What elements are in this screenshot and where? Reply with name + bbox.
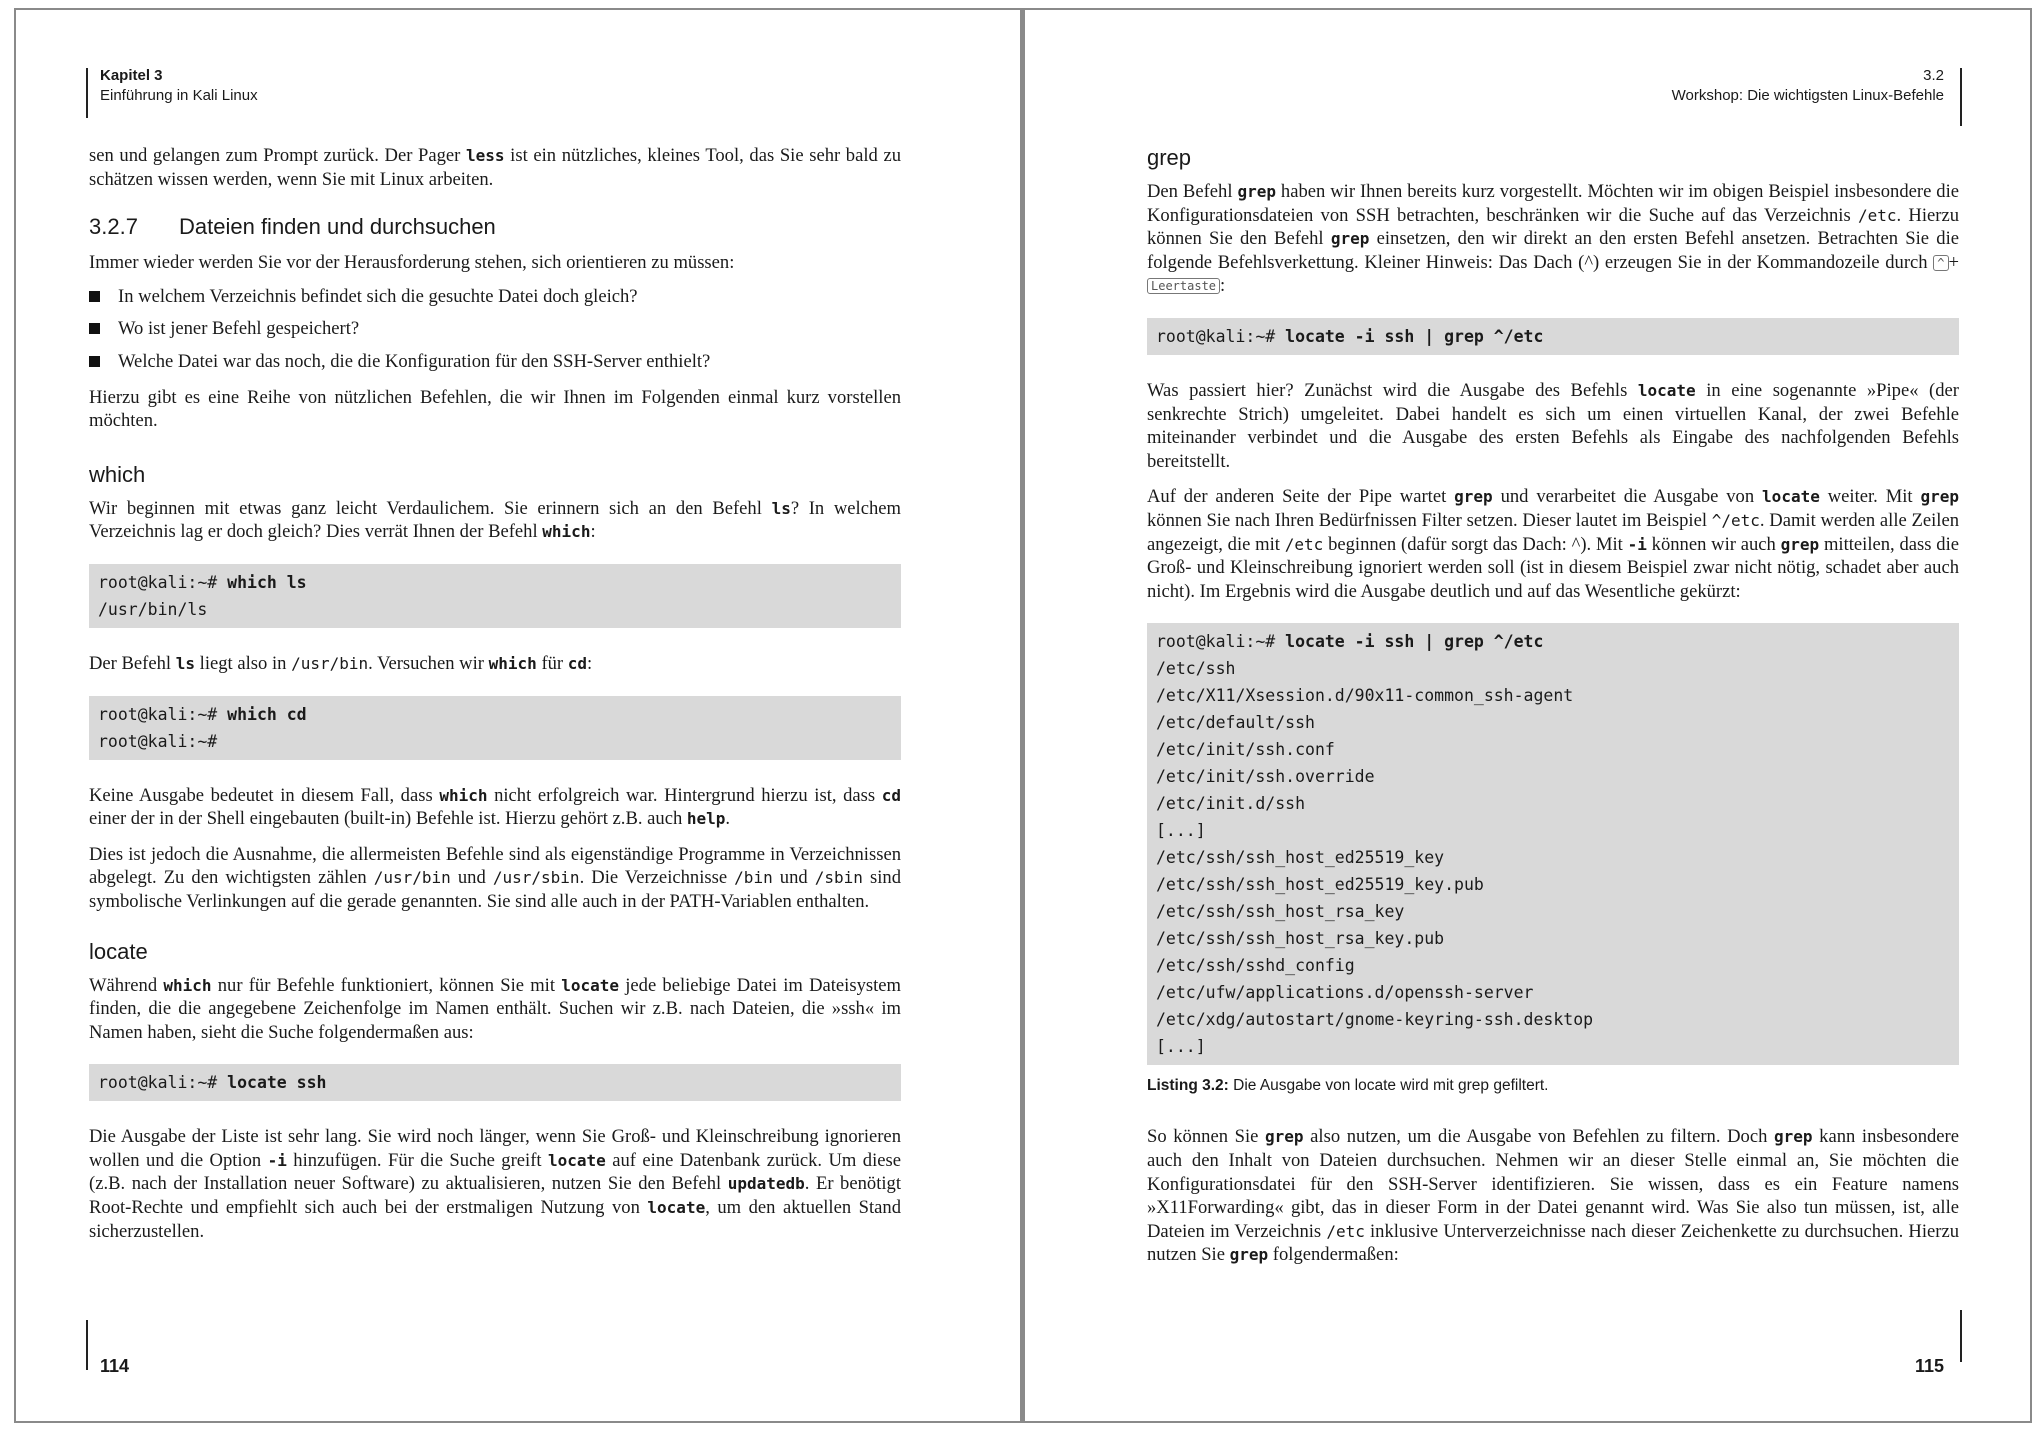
header-rule [1960, 68, 1962, 126]
which-paragraph-2: Der Befehl ls liegt also in /usr/bin. Versuchen wir which für cd: [89, 652, 593, 674]
header-rule [86, 68, 88, 118]
code-block-which-ls: root@kali:~# which ls /usr/bin/ls [89, 564, 901, 628]
list-item: In welchem Verzeichnis befindet sich die gesuchte Datei doch gleich? [89, 285, 901, 309]
list-item: Welche Datei war das noch, die die Konfiguration für den SSH-Server enthielt? [89, 350, 901, 374]
chapter-title: Einführung in Kali Linux [100, 87, 258, 104]
page-number: 114 [100, 1356, 130, 1376]
bullet-square-icon [89, 291, 100, 302]
list-item: Wo ist jener Befehl gespeichert? [89, 317, 901, 341]
question-list [89, 285, 901, 374]
locate-paragraph-2: Die Ausgabe der Liste ist sehr lang. Sie wird noch länger, wenn Sie Groß- und Kleinschreibung ignorieren wollen und die Option -i hinzufügen. Für die Suche greift locate auf eine Datenbank zurück. Um diese (z.B. nach der Installation neuer Software) zu aktualisieren, nutzen Sie den Befehl updatedb. Er benötigt Root-Rechte und empfiehlt sich auch bei der erstmaligen Nutzung von locate, um den aktuellen Stand sicherzustellen. [89, 1126, 901, 1242]
which-heading: which [89, 461, 146, 487]
left-page [14, 8, 1022, 1423]
which-paragraph-4: Dies ist jedoch die Ausnahme, die allermeisten Befehle sind als eigenständige Programme in Verzeichnissen abgelegt. Zu den wichtigsten zählen /usr/bin und /usr/sbin. Die Verzeichnisse /bin und /sbin sind symbolische Verlinkungen auf die gerade genannten. Sie sind alle auch in der PATH-Variablen enthalten. [89, 843, 901, 912]
bullet-square-icon [89, 323, 100, 334]
section-title: Dateien finden und durchsuchen [179, 214, 496, 240]
intro-paragraph: sen und gelangen zum Prompt zurück. Der Pager less ist ein nützliches, kleines Tool, das Sie sehr bald zu schätzen wissen werden, wenn Sie mit Linux arbeiten. [89, 145, 901, 190]
locate-paragraph-1: Während which nur für Befehle funktioniert, können Sie mit locate jede beliebige Datei im Dateisystem finden, die die angegebene Zeichenfolge im Namen enthält. Suchen wir z.B. nach Dateien, die »ssh« im Namen haben, sieht die Suche folgendermaßen aus: [89, 974, 901, 1043]
section-number: 3.2.7 [89, 214, 138, 240]
right-content [1147, 140, 1959, 1279]
which-paragraph-3: Keine Ausgabe bedeutet in diesem Fall, dass which nicht erfolgreich war. Hintergrund hierzu ist, dass cd einer der in der Shell eingebauten (built-in) Befehle ist. Hierzu gehört z.B. auch help. [89, 784, 901, 830]
bullet-square-icon [89, 356, 100, 367]
section-paragraph: Hierzu gibt es eine Reihe von nützlichen Befehlen, die wir Ihnen im Folgenden einmal kurz vorstellen möchten. [89, 386, 901, 432]
which-paragraph-1: Wir beginnen mit etwas ganz leicht Verdaulichem. Sie erinnern sich an den Befehl ls? In welchem Verzeichnis lag er doch gleich? Dies verrät Ihnen der Befehl which: [89, 497, 901, 543]
section-heading [89, 213, 901, 241]
code-block-locate: root@kali:~# locate ssh [89, 1064, 901, 1101]
section-title: Workshop: Die wichtigsten Linux-Befehle [1671, 87, 1944, 104]
caret-key: ^ [1933, 255, 1948, 271]
code-block-which-cd: root@kali:~# which cd root@kali:~# [89, 696, 901, 760]
left-content [89, 144, 901, 1255]
spacebar-key: Leertaste [1147, 278, 1220, 294]
locate-heading: locate [89, 938, 148, 964]
running-header [100, 66, 258, 106]
code-block-grep: root@kali:~# locate -i ssh | grep ^/etc [1147, 318, 1959, 355]
grep-heading: grep [1147, 145, 1192, 170]
section-intro: Immer wieder werden Sie vor der Herausforderung stehen, sich orientieren zu müssen: [89, 252, 735, 274]
right-page [1022, 8, 2032, 1423]
grep-paragraph-1: Den Befehl grep haben wir Ihnen bereits kurz vorgestellt. Möchten wir im obigen Beispiel insbesondere die Konfigurationsdateien von SSH betrachten, beschränken wir die Suche auf das Verzeichnis /etc. Hierzu können Sie den Befehl grep einsetzen, den wir direkt an den ersten Befehl ansetzen. Betrachten Sie die folgende Befehlsverkettung. Kleiner Hinweis: Das Dach (^) erzeugen Sie in der Kommandozeile durch ^ +Leertaste : [1147, 181, 1960, 297]
chapter-label: Kapitel 3 [100, 67, 163, 84]
grep-paragraph-4: So können Sie grep also nutzen, um die Ausgabe von Befehlen zu filtern. Doch grep kann insbesondere auch den Inhalt von Dateien durchsuchen. Nehmen wir an dieser Stelle einmal an, Sie möchten die Konfigurationsdatei für den SSH-Server identifizieren. Sie wissen, dass es ein Feature namens »X11Forwarding« gibt, das in dieser Form in der Datei genannt wird. Was Sie also tun müssen, ist, alle Dateien im Verzeichnis /etc inklusive Unterverzeichnisse nach dieser Zeichenkette zu durchsuchen. Hierzu nutzen Sie grep folgendermaßen: [1147, 1126, 1959, 1266]
grep-paragraph-3: Auf der anderen Seite der Pipe wartet grep und verarbeitet die Ausgabe von locate weiter. Mit grep können Sie nach Ihren Bedürfnissen Filter setzen. Dieser lautet im Beispiel ^/etc. Damit werden alle Zeilen angezeigt, die mit /etc beginnen (dafür sorgt das Dach: ^). Mit -i können wir auch grep mitteilen, dass die Groß- und Kleinschreibung ignoriert werden soll (ist in diesem Beispiel zwar nicht nötig, schadet aber auch nicht). Im Ergebnis wird die Ausgabe deutlich und auf das Wesentliche gekürzt: [1147, 486, 1959, 602]
page-number: 115 [1914, 1356, 1944, 1376]
footer-rule [86, 1320, 88, 1370]
listing-caption: Listing 3.2: Die Ausgabe von locate wird mit grep gefiltert. [1147, 1077, 1549, 1095]
grep-paragraph-2: Was passiert hier? Zunächst wird die Ausgabe des Befehls locate in eine sogenannte »Pipe« (der senkrechte Strich) umgeleitet. Dabei handelt es sich um einen virtuellen Kanal, der zwei Befehle miteinander verbindet und die Ausgabe des ersten Befehls als Eingabe des nachfolgenden Befehls bereitstellt. [1147, 379, 1959, 472]
footer-rule [1960, 1310, 1962, 1362]
running-header [1672, 66, 1944, 106]
section-number: 3.2 [1923, 67, 1944, 84]
listing-3-2: root@kali:~# locate -i ssh | grep ^/etc /etc/ssh /etc/X11/Xsession.d/90x11-common_ssh-agent /etc/default/ssh /etc/init/ssh.conf /etc/init/ssh.override /etc/init.d/ssh [...] /etc/ssh/ssh_host_ed25519_key /etc/ssh/ssh_host_ed25519_key.pub /etc/ssh/ssh_host_rsa_key /etc/ssh/ssh_host_rsa_key.pub /etc/ssh/sshd_config /etc/ufw/applications.d/openssh-server /etc/xdg/autostart/gnome-keyring-ssh.desktop [...] [1147, 623, 1959, 1065]
